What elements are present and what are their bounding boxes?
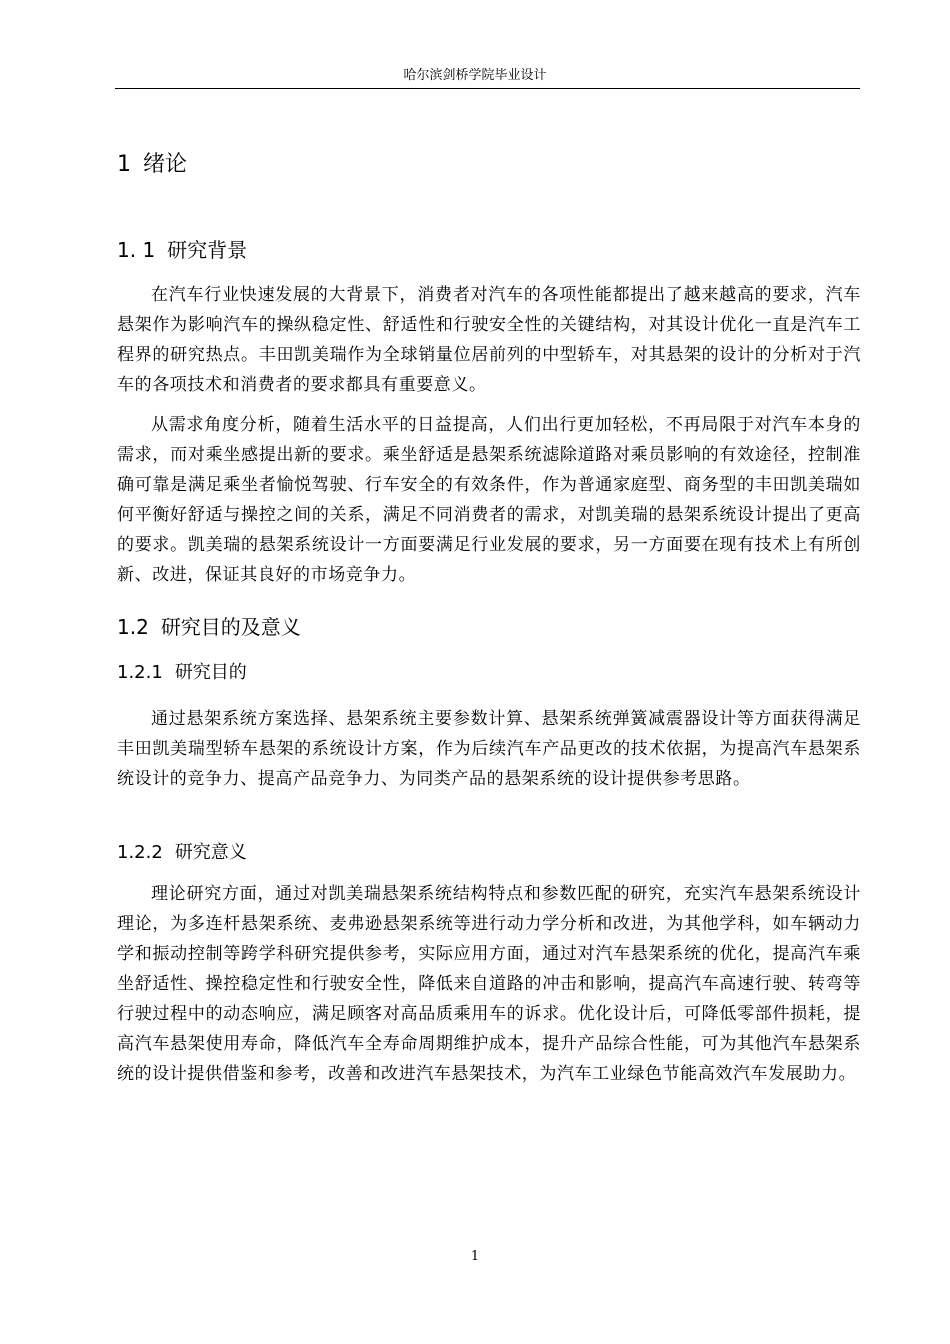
paragraph-research-significance: 理论研究方面，通过对凯美瑞悬架系统结构特点和参数匹配的研究，充实汽车悬架系统设计理论，为多连杆悬架系统、麦弗逊悬架系统等进行动力学分析和改进，为其他学科，如车辆动力学和振动控制等跨学科研究提供参考，实际应用方面，通过对汽车悬架系统的优化，提高汽车乘坐舒适性、操控稳定性和行驶安全性，降低来自道路的冲击和影响，提高汽车高速行驶、转弯等行驶过程中的动态响应，满足顾客对高品质乘用车的诉求。优化设计后，可降低零部件损耗，提高汽车悬架使用寿命，降低汽车全寿命周期维护成本，提升产品综合性能，可为其他汽车悬架系统的设计提供借鉴和参考，改善和改进汽车悬架技术，为汽车工业绿色节能高效汽车发展助力。 [117,884,861,1084]
section-title: 研究背景 [167,238,248,262]
section-number: 1. 1 [117,238,156,262]
paragraph-research-purpose: 通过悬架系统方案选择、悬架系统主要参数计算、悬架系统弹簧减震器设计等方面获得满足丰田凯美瑞型轿车悬架的系统设计方案，作为后续汽车产品更改的技术依据，为提高汽车悬架系统设计的竞争力、提高产品竞争力、为同类产品的悬架系统的设计提供参考思路。 [117,709,861,789]
section-heading-1-1 [117,237,247,263]
section-title: 研究目的及意义 [160,615,301,639]
page-number: 1 [470,1249,480,1264]
header-divider [115,88,860,89]
subsection-number: 1.2.2 [117,842,163,863]
chapter-title: 绪论 [143,152,188,177]
chapter-heading [117,151,187,179]
subsection-number: 1.2.1 [117,662,163,683]
subsection-title: 研究意义 [174,842,247,863]
page-header-title: 哈尔滨剑桥学院毕业设计 [403,68,547,83]
subsection-heading-1-2-1 [117,661,247,685]
subsection-heading-1-2-2 [117,841,247,865]
paragraph-research-background-2: 从需求角度分析，随着生活水平的日益提高，人们出行更加轻松，不再局限于对汽车本身的需求，而对乘坐感提出新的要求。乘坐舒适是悬架系统滤除道路对乘员影响的有效途径，控制准确可靠是满足乘坐者愉悦驾驶、行车安全的有效条件，作为普通家庭型、商务型的丰田凯美瑞如何平衡好舒适与操控之间的关系，满足不同消费者的需求，对凯美瑞的悬架系统设计提出了更高的要求。凯美瑞的悬架系统设计一方面要满足行业发展的要求，另一方面要在现有技术上有所创新、改进，保证其良好的市场竞争力。 [117,415,861,585]
chapter-number: 1 [117,152,131,177]
section-heading-1-2 [117,614,301,640]
section-number: 1.2 [117,615,149,639]
subsection-title: 研究目的 [174,662,247,683]
paragraph-research-background-1: 在汽车行业快速发展的大背景下，消费者对汽车的各项性能都提出了越来越高的要求，汽车悬架作为影响汽车的操纵稳定性、舒适性和行驶安全性的关键结构，对其设计优化一直是汽车工程界的研究热点。丰田凯美瑞作为全球销量位居前列的中型轿车，对其悬架的设计的分析对于汽车的各项技术和消费者的要求都具有重要意义。 [117,285,861,395]
